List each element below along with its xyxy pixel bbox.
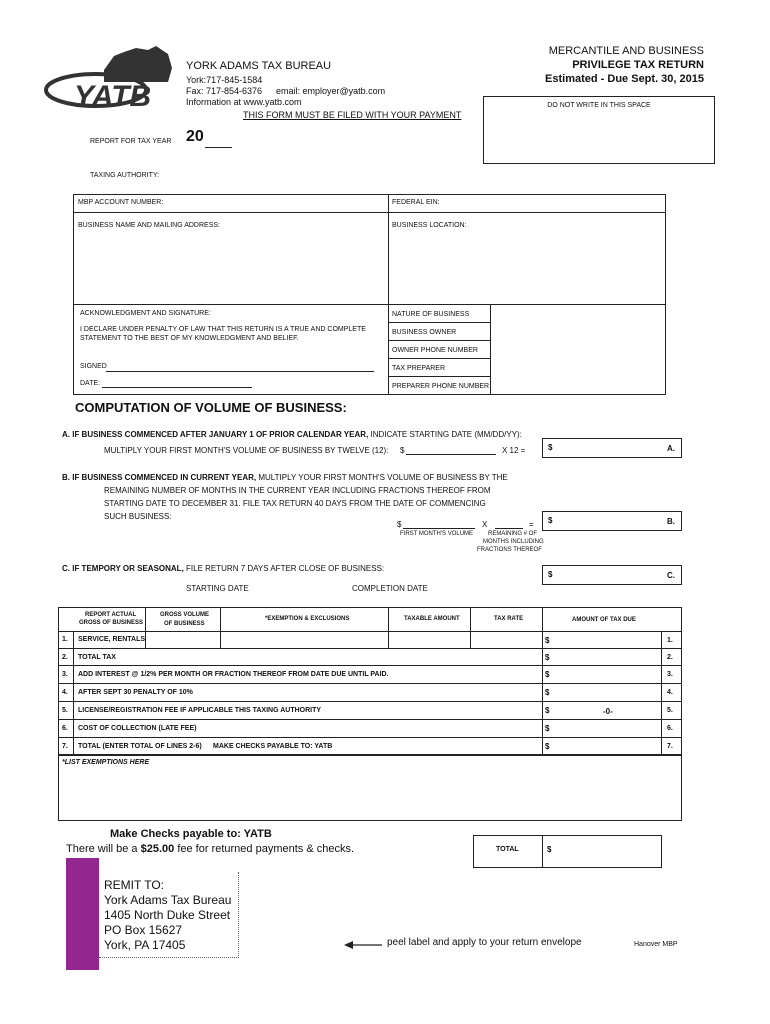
section-b-bold: B. IF BUSINESS COMMENCED IN CURRENT YEAR, bbox=[62, 473, 257, 482]
mbp-account-field[interactable]: MBP ACCOUNT NUMBER: bbox=[78, 199, 164, 206]
divider bbox=[58, 648, 682, 649]
signed-input[interactable] bbox=[106, 371, 374, 372]
report-year-prefix: 20 bbox=[186, 128, 204, 145]
section-b-x: X bbox=[482, 520, 488, 529]
col-header-actual-1: REPORT ACTUAL bbox=[85, 612, 137, 618]
divider bbox=[388, 340, 490, 341]
row-amount[interactable]: $ bbox=[545, 636, 550, 645]
computation-heading: COMPUTATION OF VOLUME OF BUSINESS: bbox=[75, 400, 347, 415]
remit-line-1: York Adams Tax Bureau bbox=[104, 893, 232, 907]
row-number: 7. bbox=[62, 743, 68, 750]
bureau-web: Information at www.yatb.com bbox=[186, 97, 302, 107]
divider bbox=[388, 322, 490, 323]
divider bbox=[470, 607, 471, 648]
fee-note-amount: $25.00 bbox=[140, 843, 175, 855]
divider bbox=[388, 194, 389, 395]
col-header-gross-1: GROSS VOLUME bbox=[160, 612, 210, 618]
divider bbox=[58, 737, 682, 738]
row-end-number: 5. bbox=[667, 707, 673, 714]
declare-line-1: I DECLARE UNDER PENALTY OF LAW THAT THIS RETURN IS A TRUE AND COMPLETE bbox=[80, 326, 366, 333]
remaining-caption-3: FRACTIONS THEREOF bbox=[477, 547, 542, 553]
business-name-field[interactable]: BUSINESS NAME AND MAILING ADDRESS: bbox=[78, 222, 220, 229]
section-a bbox=[62, 430, 522, 439]
amount-box-b-dollar: $ bbox=[548, 516, 553, 525]
row-end-number: 1. bbox=[667, 637, 673, 644]
row-amount[interactable]: $ bbox=[545, 724, 550, 733]
form-title-1: MERCANTILE AND BUSINESS bbox=[548, 45, 704, 57]
divider bbox=[220, 607, 221, 648]
divider bbox=[388, 607, 389, 648]
ack-label: ACKNOWLEDGMENT AND SIGNATURE: bbox=[80, 310, 211, 317]
bureau-phone: York:717-845-1584 bbox=[186, 75, 263, 85]
divider bbox=[73, 304, 666, 305]
row-end-number: 4. bbox=[667, 689, 673, 696]
row-number: 5. bbox=[62, 707, 68, 714]
federal-ein-field[interactable]: FEDERAL EIN: bbox=[392, 199, 440, 206]
completion-date-field[interactable]: COMPLETION DATE bbox=[352, 584, 428, 593]
row-label: TOTAL TAX bbox=[78, 654, 116, 661]
divider bbox=[490, 304, 491, 395]
divider bbox=[73, 631, 74, 755]
row-end-number: 2. bbox=[667, 654, 673, 661]
exemptions-label: *LIST EXEMPTIONS HERE bbox=[62, 759, 150, 766]
row-end-number: 6. bbox=[667, 725, 673, 732]
amount-box-a-dollar: $ bbox=[548, 443, 553, 452]
bureau-email: email: employer@yatb.com bbox=[276, 86, 386, 96]
divider bbox=[542, 835, 543, 868]
divider bbox=[388, 358, 490, 359]
logo bbox=[44, 42, 176, 114]
row-end-number: 3. bbox=[667, 671, 673, 678]
total-label: TOTAL bbox=[496, 846, 519, 853]
row-fee-value: -0- bbox=[603, 707, 613, 716]
form-title-2: PRIVILEGE TAX RETURN bbox=[572, 59, 704, 71]
row-payable-note: MAKE CHECKS PAYABLE TO: YATB bbox=[213, 743, 333, 750]
remaining-months-input[interactable] bbox=[495, 528, 523, 529]
row-label: ADD INTEREST @ 1/2% PER MONTH OR FRACTION THEREOF FROM DATE DUE UNTIL PAID. bbox=[78, 671, 389, 678]
section-b-line4: SUCH BUSINESS: bbox=[104, 512, 172, 521]
row-label: COST OF COLLECTION (LATE FEE) bbox=[78, 725, 197, 732]
payable-note: Make Checks payable to: YATB bbox=[110, 828, 272, 840]
divider bbox=[58, 631, 682, 632]
amount-box-a-letter: A. bbox=[667, 444, 675, 453]
section-c-bold: C. IF TEMPORY OR SEASONAL, bbox=[62, 564, 184, 573]
business-owner-field[interactable]: BUSINESS OWNER bbox=[392, 329, 457, 336]
label-color-bar bbox=[66, 858, 99, 970]
divider bbox=[542, 607, 543, 755]
col-header-actual-2: GROSS OF BUSINESS bbox=[79, 620, 144, 626]
amount-box-a[interactable] bbox=[542, 438, 682, 458]
declare-line-2: STATEMENT TO THE BEST OF MY KNOWLEDGMENT AND BELIEF. bbox=[80, 335, 299, 342]
remaining-caption-1: REMAINING # OF bbox=[488, 531, 538, 537]
divider bbox=[661, 631, 662, 755]
total-amount[interactable]: $ bbox=[547, 845, 552, 854]
tax-preparer-field[interactable]: TAX PREPARER bbox=[392, 365, 446, 372]
row-number: 1. bbox=[62, 636, 68, 643]
divider bbox=[58, 719, 682, 720]
taxing-authority-label: TAXING AUTHORITY: bbox=[90, 172, 160, 179]
first-month-caption: FIRST MONTH'S VOLUME bbox=[400, 531, 474, 537]
section-b-line2: REMAINING NUMBER OF MONTHS IN THE CURRENT YEAR INCLUDING FRACTIONS THEREOF FROM bbox=[104, 486, 491, 495]
amount-box-c-dollar: $ bbox=[548, 570, 553, 579]
remit-line-2: 1405 North Duke Street bbox=[104, 908, 231, 922]
section-b-dollar: $ bbox=[397, 520, 402, 529]
section-c-text: FILE RETURN 7 DAYS AFTER CLOSE OF BUSINESS: bbox=[186, 564, 385, 573]
row-label: AFTER SEPT 30 PENALTY OF 10% bbox=[78, 689, 193, 696]
report-year-input[interactable] bbox=[205, 147, 232, 148]
form-title-3: Estimated - Due Sept. 30, 2015 bbox=[545, 73, 704, 85]
amount-box-c-letter: C. bbox=[667, 571, 675, 580]
report-year-label: REPORT FOR TAX YEAR bbox=[90, 138, 172, 145]
row-end-number: 7. bbox=[667, 743, 673, 750]
section-b bbox=[62, 473, 508, 482]
row-amount[interactable]: $ bbox=[545, 742, 550, 751]
section-a-text: INDICATE STARTING DATE (MM/DD/YY): bbox=[370, 430, 522, 439]
amount-box-c[interactable] bbox=[542, 565, 682, 585]
section-a-bold: A. IF BUSINESS COMMENCED AFTER JANUARY 1 OF PRIOR CALENDAR YEAR, bbox=[62, 430, 369, 439]
row-amount[interactable]: $ bbox=[545, 706, 550, 715]
signed-label: SIGNED bbox=[80, 363, 107, 370]
divider bbox=[145, 607, 146, 648]
divider bbox=[58, 665, 682, 666]
row-amount[interactable]: $ bbox=[545, 688, 550, 697]
fee-note-post: fee for returned payments & checks. bbox=[177, 843, 355, 855]
section-c bbox=[62, 564, 384, 573]
remit-line-3: PO Box 15627 bbox=[104, 923, 183, 937]
arrow-left-icon bbox=[344, 937, 382, 947]
office-use-box bbox=[483, 96, 715, 164]
divider bbox=[73, 212, 666, 213]
fee-note bbox=[66, 843, 354, 855]
section-b-text: MULTIPLY YOUR FIRST MONTH'S VOLUME OF BUSINESS BY THE bbox=[258, 473, 508, 482]
amount-box-b[interactable] bbox=[542, 511, 682, 531]
section-a-line2: MULTIPLY YOUR FIRST MONTH'S VOLUME OF BUSINESS BY TWELVE (12): bbox=[104, 446, 389, 455]
section-b-eq: = bbox=[529, 520, 534, 529]
remit-line-4: York, PA 17405 bbox=[104, 938, 186, 952]
remaining-caption-2: MONTHS INCLUDING bbox=[483, 539, 544, 545]
row-label: SERVICE, RENTALS bbox=[78, 636, 146, 643]
row-number: 6. bbox=[62, 725, 68, 732]
file-notice: THIS FORM MUST BE FILED WITH YOUR PAYMENT bbox=[243, 110, 462, 120]
row-amount[interactable]: $ bbox=[545, 670, 550, 679]
logo-text: YATB bbox=[74, 80, 152, 113]
col-header-exemptions: *EXEMPTION & EXCLUSIONS bbox=[265, 616, 350, 622]
tax-table bbox=[58, 607, 682, 755]
divider bbox=[58, 683, 682, 684]
col-header-taxable: TAXABLE AMOUNT bbox=[404, 616, 460, 622]
date-input[interactable] bbox=[102, 387, 252, 388]
row-number: 3. bbox=[62, 671, 68, 678]
col-header-due: AMOUNT OF TAX DUE bbox=[572, 617, 636, 623]
peel-instructions: peel label and apply to your return envelope bbox=[387, 937, 582, 948]
first-month-input[interactable] bbox=[403, 528, 475, 529]
row-amount[interactable]: $ bbox=[545, 653, 550, 662]
section-b-line3: STARTING DATE TO DECEMBER 31. FILE TAX RETURN 40 DAYS FROM THE DATE OF COMMENCING bbox=[104, 499, 486, 508]
row-label: LICENSE/REGISTRATION FEE IF APPLICABLE THIS TAXING AUTHORITY bbox=[78, 707, 322, 714]
logo-mark bbox=[44, 42, 176, 114]
row-label: TOTAL (ENTER TOTAL OF LINES 2-6) bbox=[78, 743, 202, 750]
starting-date-field[interactable]: STARTING DATE bbox=[186, 584, 249, 593]
col-header-gross-2: OF BUSINESS bbox=[164, 621, 205, 627]
col-header-rate: TAX RATE bbox=[494, 616, 524, 622]
exemptions-box[interactable] bbox=[58, 755, 682, 821]
remit-title: REMIT TO: bbox=[104, 878, 165, 892]
office-use-label: DO NOT WRITE IN THIS SPACE bbox=[547, 102, 651, 109]
business-location-field[interactable]: BUSINESS LOCATION: bbox=[392, 222, 467, 229]
bureau-fax: Fax: 717-854-6376 bbox=[186, 86, 263, 96]
divider bbox=[388, 376, 490, 377]
row-number: 4. bbox=[62, 689, 68, 696]
owner-phone-field[interactable]: OWNER PHONE NUMBER bbox=[392, 347, 478, 354]
nature-of-business-field[interactable]: NATURE OF BUSINESS bbox=[392, 311, 470, 318]
section-a-input[interactable] bbox=[406, 454, 496, 455]
amount-box-b-letter: B. bbox=[667, 517, 675, 526]
divider bbox=[58, 701, 682, 702]
section-a-x12: X 12 = bbox=[502, 446, 526, 455]
preparer-phone-field[interactable]: PREPARER PHONE NUMBER bbox=[392, 383, 490, 390]
form-code: Hanover MBP bbox=[634, 941, 678, 948]
fee-note-pre: There will be a bbox=[66, 843, 138, 855]
date-label: DATE: bbox=[80, 380, 101, 387]
row-number: 2. bbox=[62, 654, 68, 661]
bureau-name: YORK ADAMS TAX BUREAU bbox=[186, 60, 332, 72]
section-a-dollar: $ bbox=[400, 446, 405, 455]
